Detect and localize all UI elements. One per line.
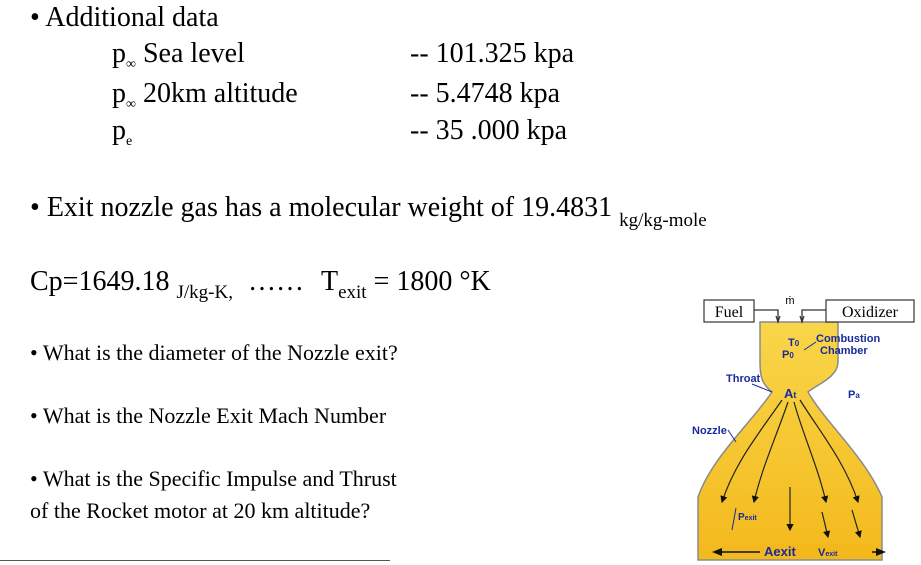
molecular-text: Exit nozzle gas has a molecular weight of 19.4831	[46, 192, 613, 223]
row-exit-value: -- 35 .000 kpa	[410, 115, 568, 146]
question-3-continued: of the Rocket motor at 20 km altitude?	[30, 498, 371, 523]
bullet: •	[30, 403, 38, 428]
rocket-nozzle-diagram	[690, 282, 918, 565]
pressure-symbol: p	[112, 115, 126, 146]
molecular-unit: kg/kg-mole	[619, 210, 707, 231]
bullet: •	[30, 466, 38, 491]
cp-value: Cp=1649.18	[30, 266, 170, 297]
pa-label: Pa	[848, 389, 860, 401]
chamber-label: Chamber	[820, 345, 868, 357]
mass-flow-label: ṁ	[785, 295, 795, 307]
row-20km-value: -- 5.4748 kpa	[410, 78, 561, 109]
row-sea-level-value: -- 101.325 kpa	[410, 38, 575, 69]
vexit-label: Vexit	[818, 547, 838, 559]
cp-unit: J/kg-K,	[176, 282, 233, 303]
additional-data-heading	[30, 2, 219, 34]
aexit-label: Aexit	[764, 544, 796, 559]
bullet: •	[30, 192, 40, 223]
fuel-feed-line	[754, 310, 778, 322]
nozzle-label: Nozzle	[692, 425, 727, 437]
pressure-subscript: e	[126, 134, 133, 149]
row-sea-level	[112, 38, 245, 73]
oxidizer-feed-line	[802, 310, 826, 322]
molecular-weight-line	[30, 192, 707, 231]
t-value: = 1800 °K	[373, 266, 491, 297]
bullet: •	[30, 2, 40, 33]
nozzle-pointer	[728, 430, 736, 442]
question-3	[30, 466, 397, 492]
t-symbol: T	[320, 266, 339, 297]
question-text: What is the Nozzle Exit Mach Number	[42, 403, 387, 428]
question-text: What is the diameter of the Nozzle exit?	[42, 340, 398, 365]
row-label: Sea level	[142, 38, 245, 69]
row-exit	[112, 115, 132, 150]
throat-label: Throat	[726, 373, 761, 385]
pressure-subscript: ∞	[126, 97, 136, 112]
pexit-label: Pexit	[738, 512, 757, 523]
dots: ……	[247, 266, 304, 297]
bullet: •	[30, 340, 38, 365]
question-1	[30, 340, 398, 366]
pressure-symbol: p	[112, 78, 126, 109]
heading-text: Additional data	[45, 2, 219, 33]
question-text: What is the Specific Impulse and Thrust	[42, 466, 397, 491]
question-2	[30, 403, 386, 429]
at-label: At	[784, 386, 797, 401]
pressure-symbol: p	[112, 38, 126, 69]
p0-label: P0	[782, 349, 794, 361]
cp-line	[30, 266, 491, 303]
t0-label: T0	[788, 337, 800, 349]
footer-divider	[0, 560, 390, 561]
oxidizer-label: Oxidizer	[842, 304, 898, 321]
row-20km	[112, 78, 298, 113]
row-label: 20km altitude	[142, 78, 298, 109]
pressure-subscript: ∞	[126, 57, 136, 72]
t-subscript: exit	[338, 282, 367, 303]
fuel-label: Fuel	[714, 304, 744, 321]
combustion-label: Combustion	[816, 333, 881, 345]
